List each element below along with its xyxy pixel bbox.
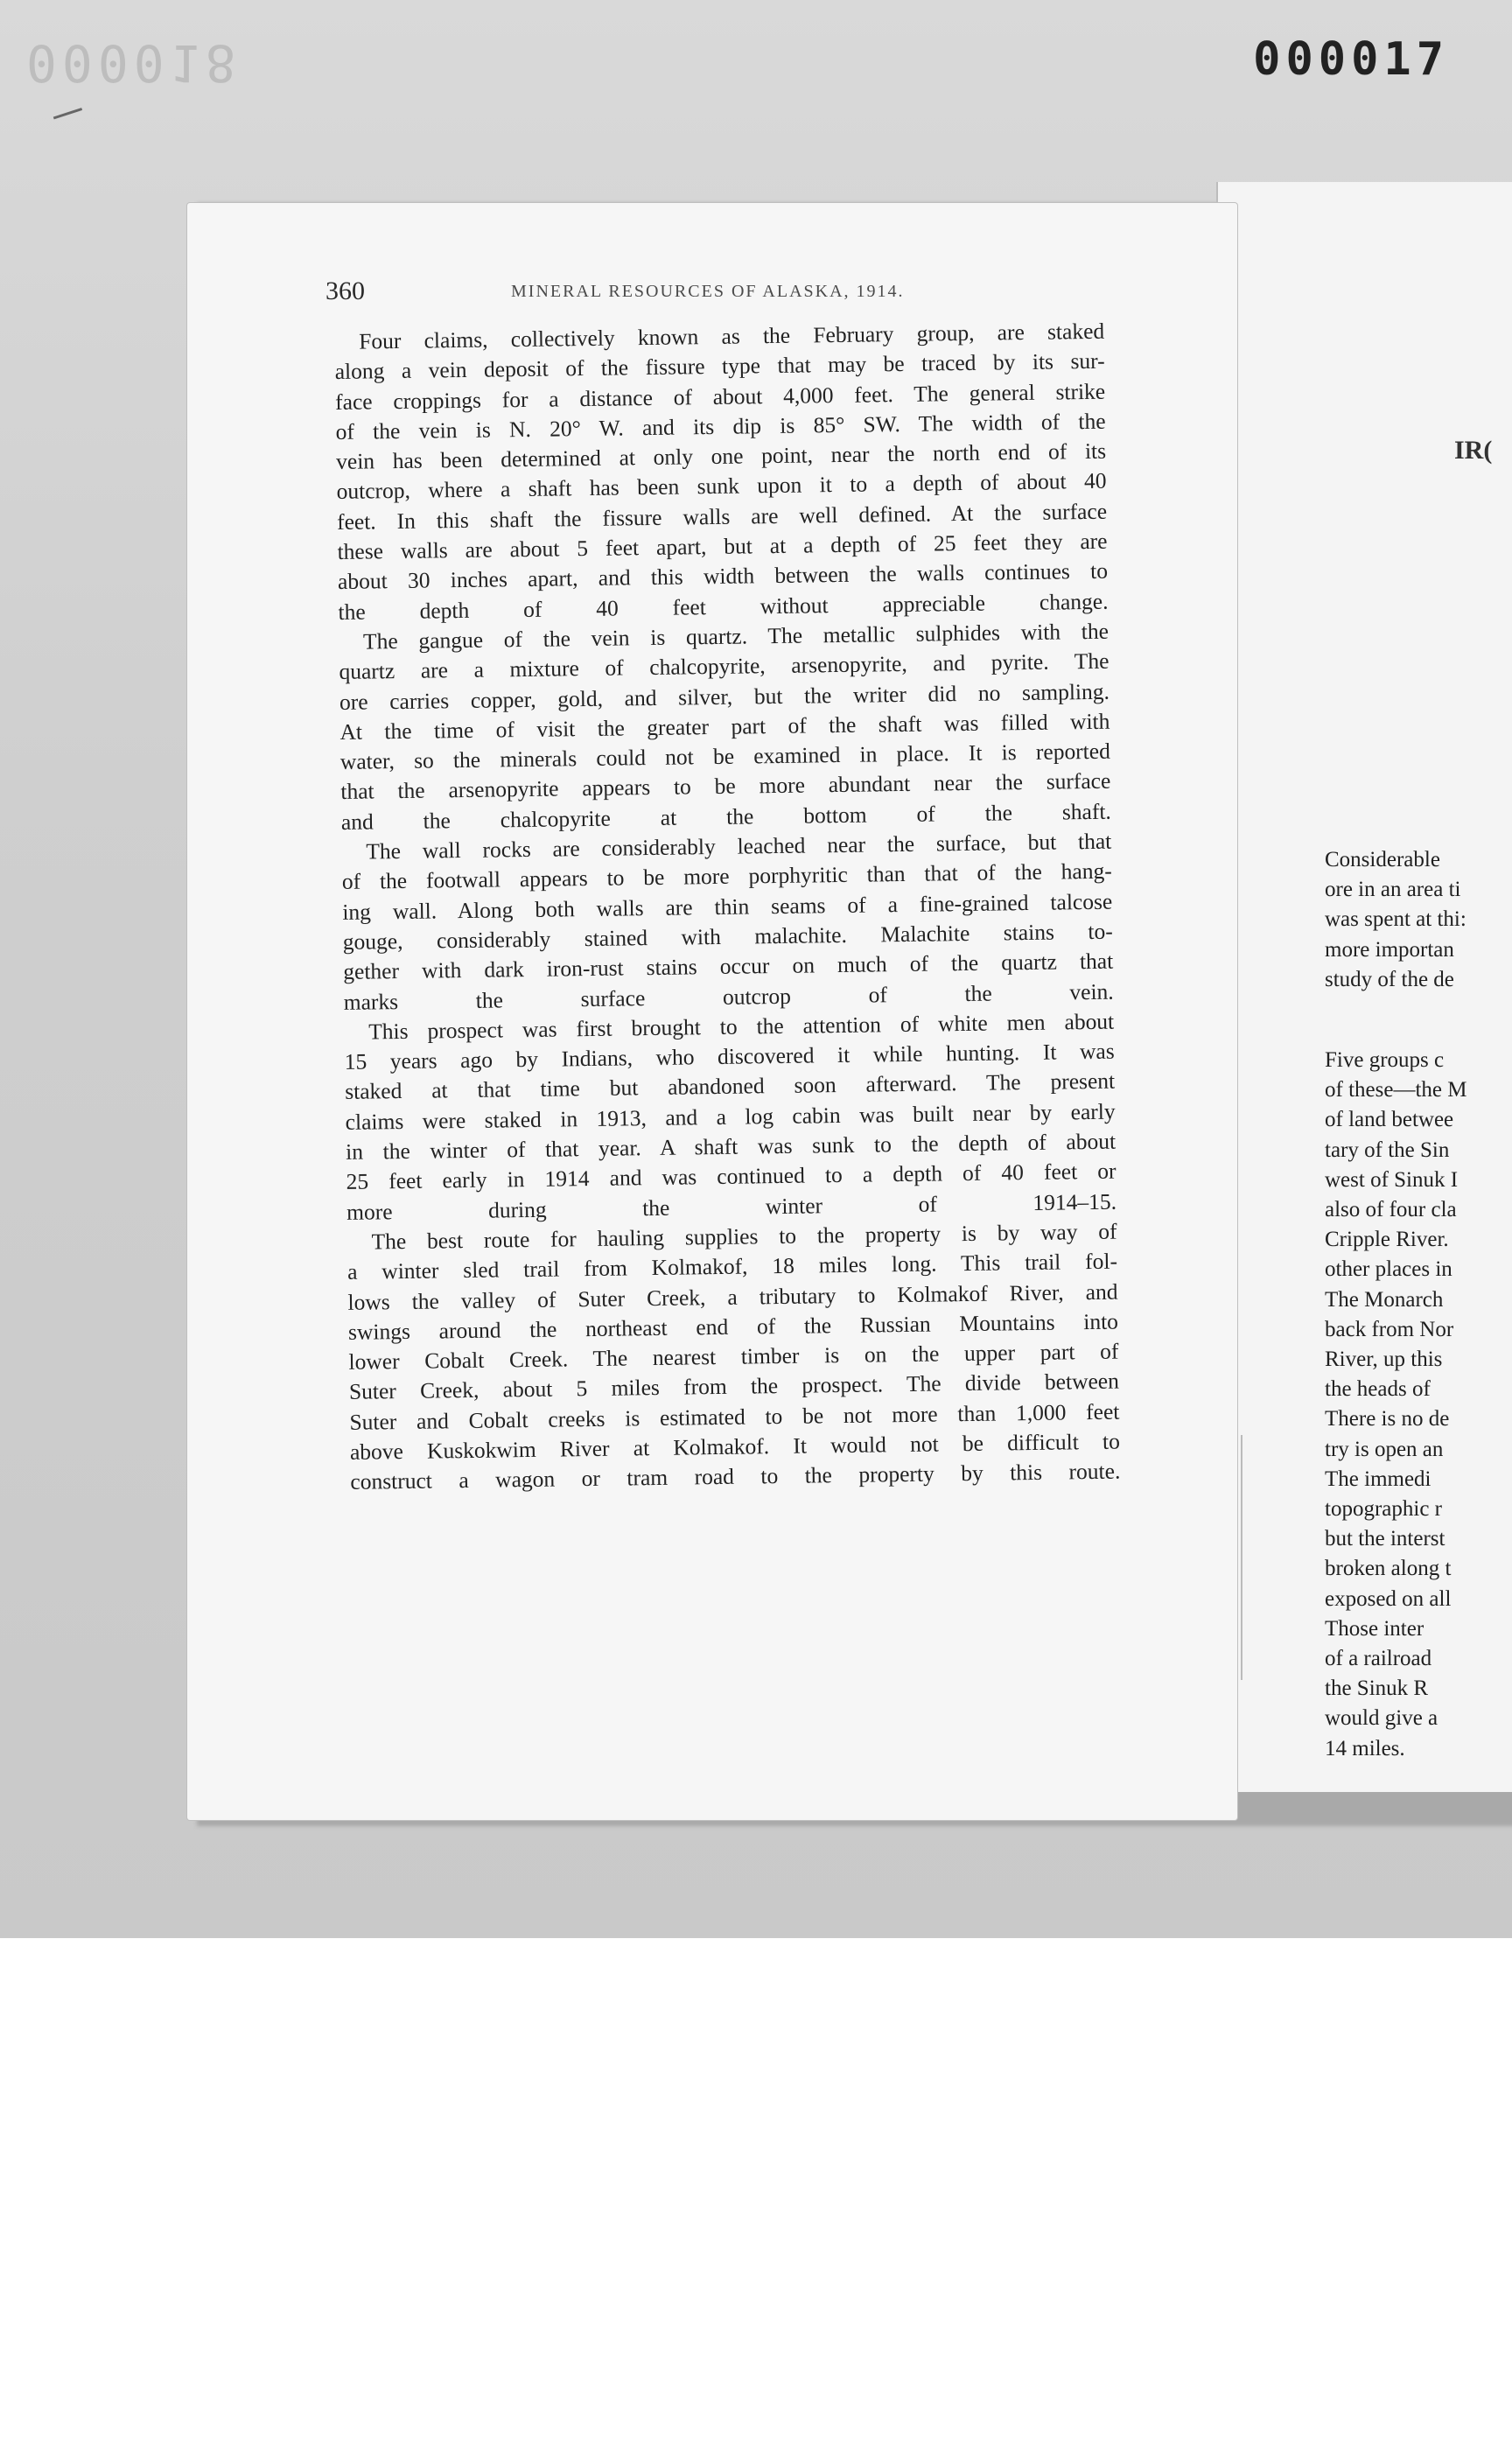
text-line: feet. In this shaft the fissure walls are well defined. At the surface: [336, 498, 1108, 535]
text-line: along a vein deposit of the fissure type that may be traced by its sur-: [334, 348, 1105, 385]
adjacent-text-line: ore in an area ti: [1325, 878, 1461, 902]
page-fold-line: [1241, 1435, 1242, 1680]
text-line: construct a wagon or tram road to the property by this route.: [350, 1458, 1121, 1495]
adjacent-text-line: the heads of: [1325, 1377, 1431, 1402]
text-line: outcrop, where a shaft has been sunk upon it to a depth of about 40: [336, 468, 1107, 505]
adjacent-gap: [1325, 995, 1512, 1046]
adjacent-text-line: other places in: [1325, 1257, 1452, 1282]
adjacent-text-line: The immedi: [1325, 1466, 1432, 1491]
adjacent-text-line: study of the de: [1325, 967, 1454, 991]
adjacent-text-line: of these—the M: [1325, 1078, 1467, 1102]
adjacent-text-line: west of Sinuk I: [1325, 1167, 1459, 1192]
adjacent-text-line: Five groups c: [1325, 1048, 1445, 1073]
adjacent-text-line: Considerable: [1325, 848, 1440, 872]
text-line: of the vein is N. 20° W. and its dip is 85° SW. The width of the: [335, 408, 1106, 444]
adjacent-text-line: was spent at thi:: [1325, 907, 1466, 932]
text-line: Four claims, collectively known as the February group, are staked: [359, 318, 1105, 354]
text-line: and the chalcopyrite at the bottom of the shaft.: [340, 798, 1112, 835]
adjacent-text-line: tary of the Sin: [1325, 1138, 1450, 1162]
text-line: these walls are about 5 feet apart, but at a depth of 25 feet they are: [337, 528, 1108, 565]
adjacent-text-line: of a railroad: [1325, 1647, 1432, 1671]
bates-stamp: 000017: [1253, 33, 1449, 86]
text-line: of the footwall appears to be more porphyritic than that of the hang-: [341, 858, 1112, 895]
paragraph: [344, 1006, 1116, 1227]
text-line: 15 years ago by Indians, who discovered it while hunting. It was: [344, 1038, 1115, 1075]
adjacent-text-line: Cripple River.: [1325, 1228, 1449, 1252]
text-line: quartz are a mixture of chalcopyrite, arsenopyrite, and pyrite. The: [339, 648, 1110, 685]
paragraph: [334, 317, 1109, 627]
text-line: a winter sled trail from Kolmakof, 18 miles long. This trail fol-: [346, 1248, 1118, 1285]
text-line: staked at that time but abandoned soon afterward. The present: [344, 1068, 1116, 1105]
adjacent-page-column: [1325, 845, 1512, 1764]
text-line: above Kuskokwim River at Kolmakof. It would not be difficult to: [349, 1428, 1121, 1465]
text-line: that the arsenopyrite appears to be more abundant near the surface: [340, 768, 1111, 805]
adjacent-page-title: IR(: [1454, 436, 1493, 465]
text-line: more during the winter of 1914–15.: [346, 1188, 1117, 1225]
text-line: ing wall. Along both walls are thin seams of a fine-grained talcose: [342, 888, 1113, 925]
page-number: 360: [326, 276, 365, 305]
paragraph: [341, 827, 1114, 1018]
text-line: This prospect was first brought to the attention of white men about: [368, 1008, 1115, 1045]
adjacent-text-line: of land betwee: [1325, 1108, 1454, 1132]
adjacent-text-line: exposed on all: [1325, 1586, 1452, 1611]
text-line: The gangue of the vein is quartz. The metallic sulphides with the: [362, 618, 1110, 654]
adjacent-text-line: the Sinuk R: [1325, 1676, 1429, 1701]
text-line: Suter and Cobalt creeks is estimated to be not more than 1,000 feet: [349, 1398, 1120, 1435]
adjacent-text-line: broken along t: [1325, 1557, 1452, 1581]
adjacent-text-line: River, up this: [1325, 1348, 1443, 1372]
text-line: At the time of visit the greater part of the shaft was filled with: [340, 708, 1110, 745]
adjacent-text-line: try is open an: [1325, 1437, 1444, 1461]
text-line: about 30 inches apart, and this width between the walls continues to: [337, 558, 1109, 595]
adjacent-text-line: also of four cla: [1325, 1198, 1457, 1222]
text-line: The best route for hauling supplies to the property is by way of: [371, 1218, 1117, 1255]
adjacent-text-line: topographic r: [1325, 1497, 1442, 1522]
text-line: gouge, considerably stained with malachite. Malachite stains to-: [342, 918, 1113, 955]
text-line: face croppings for a distance of about 4,000 feet. The general strike: [334, 378, 1106, 415]
adjacent-text-line: The Monarch: [1325, 1287, 1444, 1312]
text-line: lows the valley of Suter Creek, a tributary to Kolmakof River, and: [347, 1278, 1118, 1315]
book-page: [187, 203, 1237, 1820]
adjacent-text-line: There is no de: [1325, 1407, 1450, 1432]
text-line: water, so the minerals could not be examined in place. It is reported: [340, 738, 1111, 775]
body-text: [334, 317, 1121, 1498]
adjacent-text-line: would give a: [1325, 1706, 1438, 1731]
running-title: MINERAL RESOURCES OF ALASKA, 1914.: [511, 282, 905, 301]
paragraph: [346, 1217, 1120, 1498]
adjacent-text-line: more importan: [1325, 937, 1454, 962]
adjacent-text-line: Those inter: [1325, 1616, 1424, 1641]
text-line: the depth of 40 feet without appreciable change.: [338, 588, 1109, 625]
paragraph: [339, 617, 1111, 837]
adjacent-text-line: back from Nor: [1325, 1317, 1454, 1341]
adjacent-text-line: but the interst: [1325, 1527, 1446, 1551]
text-line: gether with dark iron-rust stains occur on much of the quartz that: [343, 948, 1114, 985]
text-line: ore carries copper, gold, and silver, but the writer did no sampling.: [339, 678, 1110, 715]
text-line: 25 feet early in 1914 and was continued to a depth of 40 feet or: [346, 1158, 1116, 1195]
text-line: lower Cobalt Creek. The nearest timber is on the upper part of: [348, 1338, 1119, 1375]
text-line: in the winter of that year. A shaft was sunk to the depth of about: [345, 1128, 1116, 1165]
scan-speck: [53, 108, 85, 128]
faint-bates-stamp: 000018: [26, 33, 242, 93]
text-line: Suter Creek, about 5 miles from the prospect. The divide between: [348, 1368, 1120, 1405]
text-line: vein has been determined at only one point, near the north end of its: [335, 438, 1107, 475]
text-line: claims were staked in 1913, and a log cabin was built near by early: [345, 1098, 1116, 1135]
text-line: The wall rocks are considerably leached near the surface, but that: [366, 828, 1112, 864]
adjacent-text-line: 14 miles.: [1325, 1736, 1405, 1760]
text-line: swings around the northeast end of the Russian Mountains into: [347, 1308, 1119, 1345]
adjacent-page: [1216, 182, 1512, 1792]
text-line: marks the surface outcrop of the vein.: [343, 978, 1114, 1015]
